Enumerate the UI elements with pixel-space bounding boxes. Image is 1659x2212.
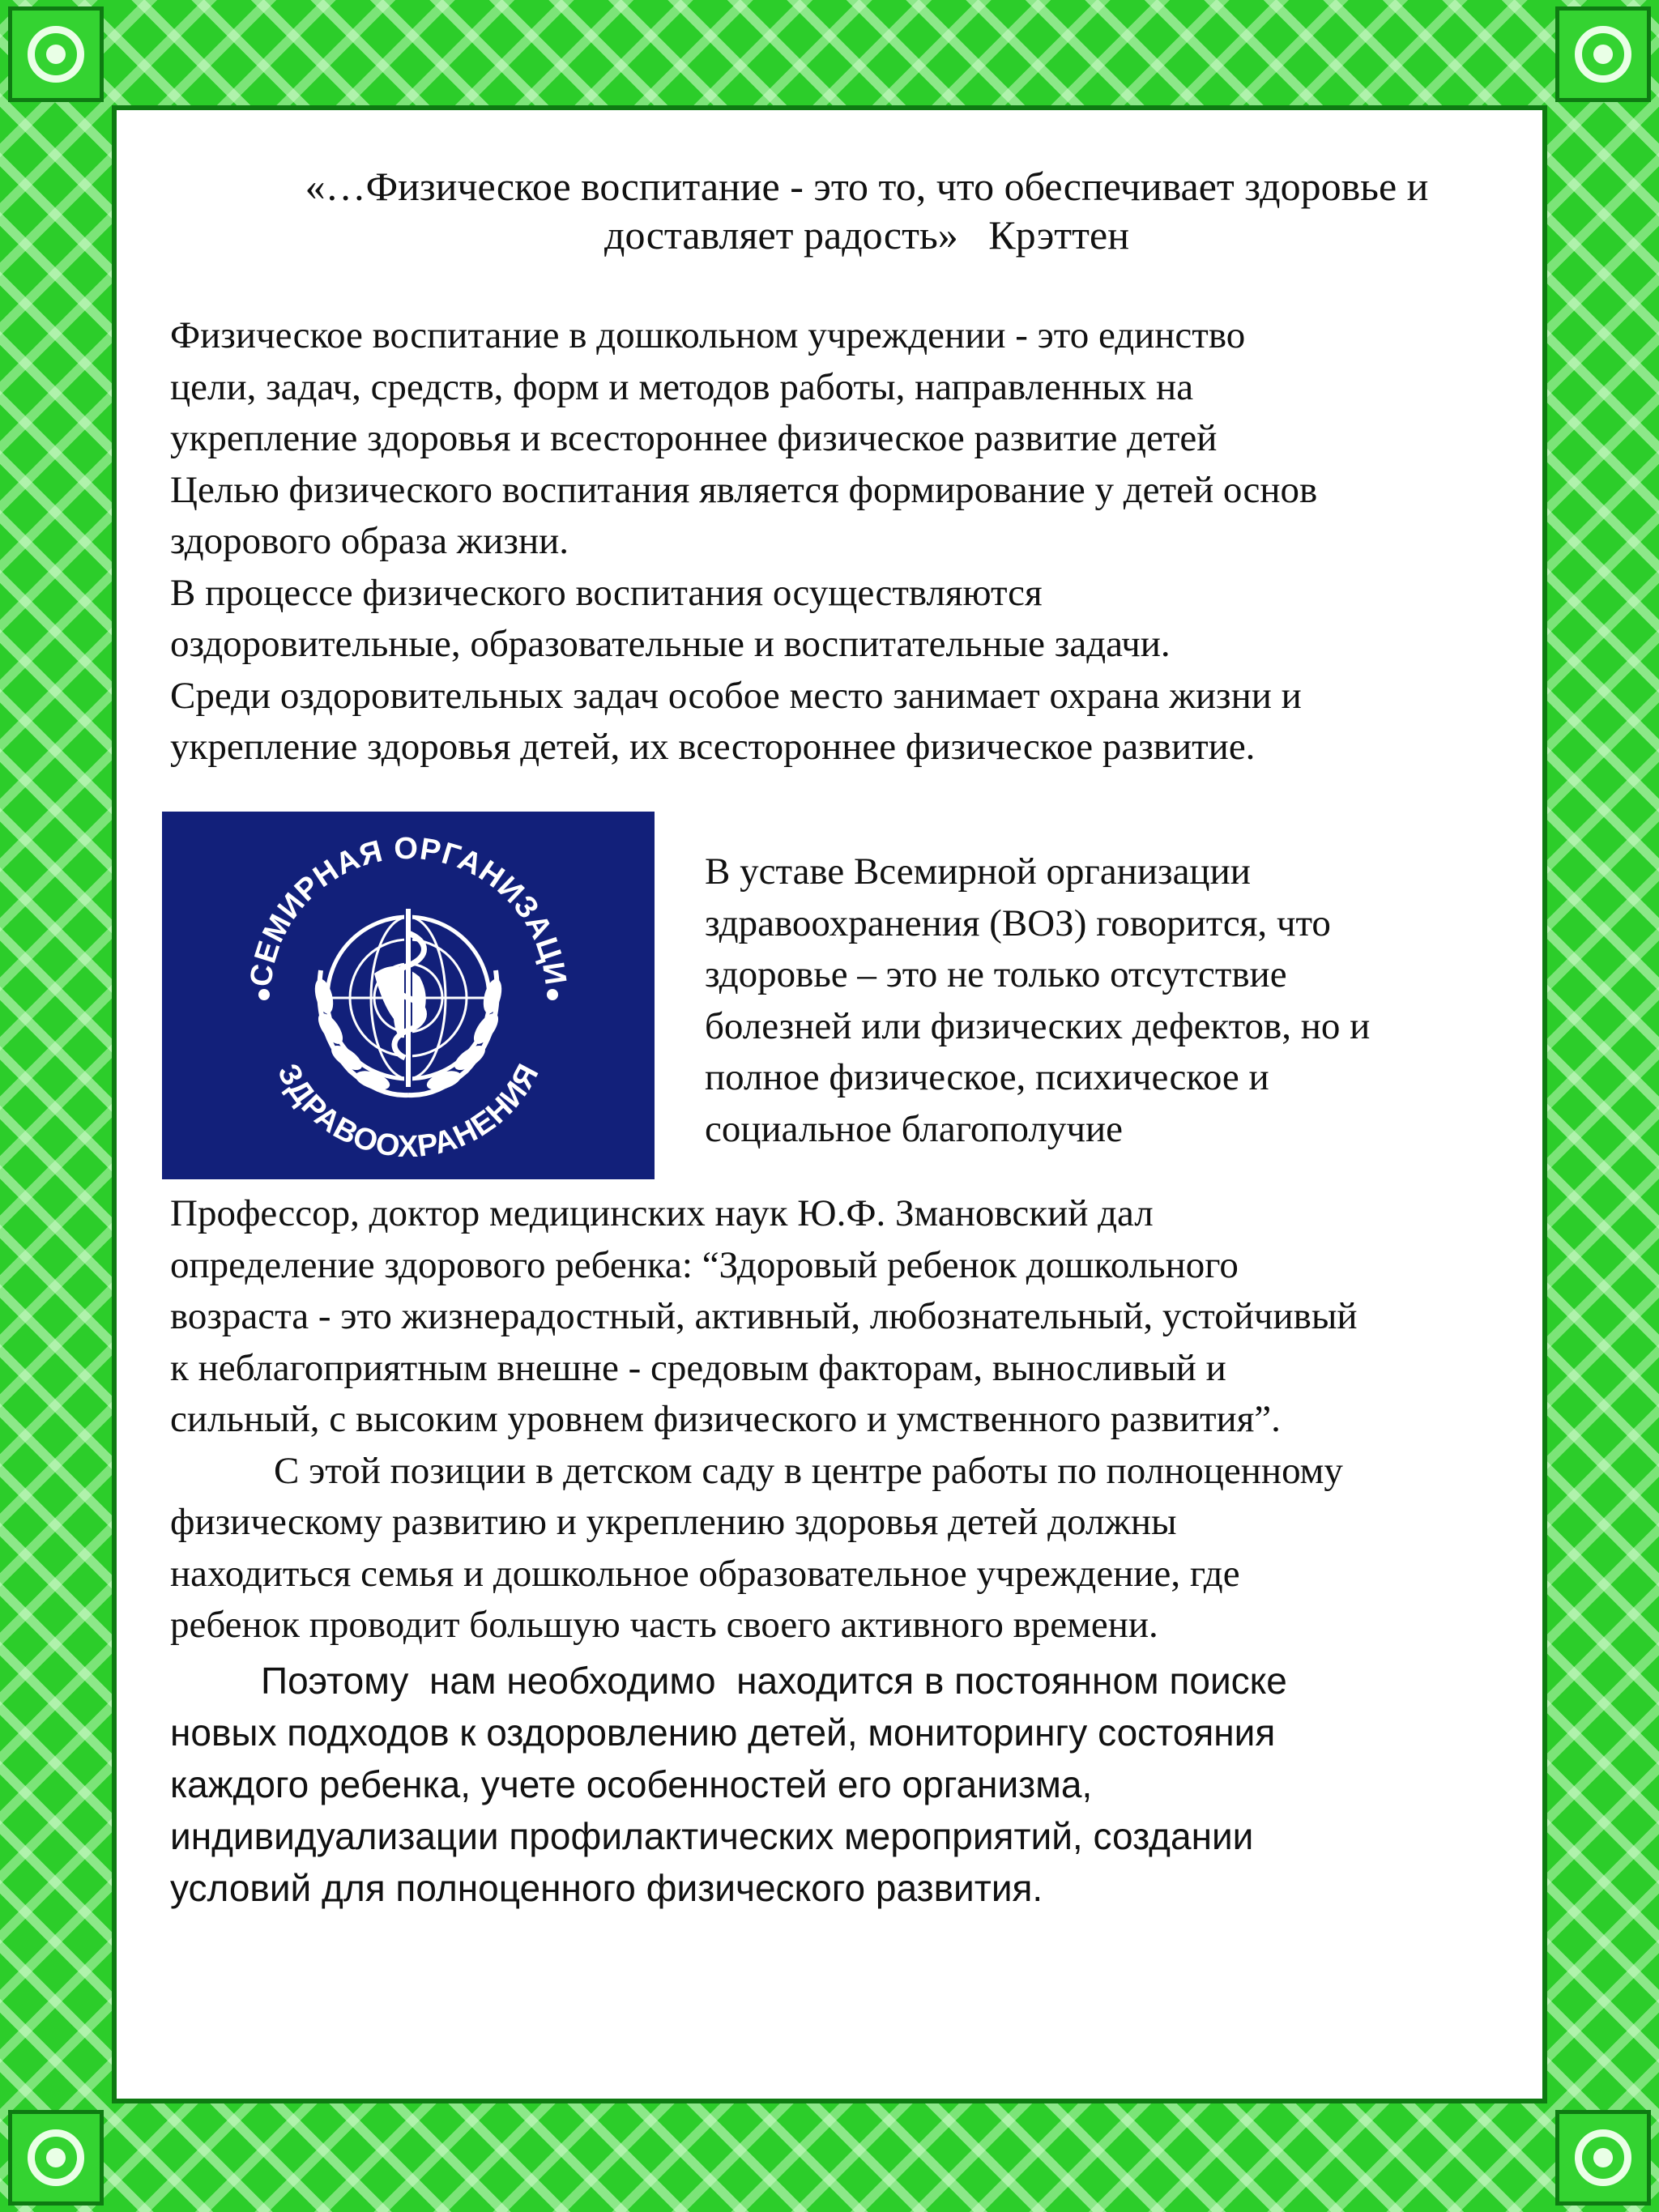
text-line: укрепление здоровья детей, их всестороннее физическое развитие. xyxy=(170,726,1256,768)
text-line: каждого ребенка, учете особенностей его организма, xyxy=(170,1763,1093,1805)
text-line: физическому развитию и укреплению здоровья детей должны xyxy=(170,1501,1177,1543)
text-line: Среди оздоровительных задач особое место занимает охрана жизни и xyxy=(170,674,1302,717)
text-line: В процессе физического воспитания осуществляются xyxy=(170,571,1043,614)
text-line: укрепление здоровья и всестороннее физическое развитие детей xyxy=(170,417,1218,459)
logo-top-text: СЕМИРНАЯ ОРГАНИЗАЦИ xyxy=(244,831,573,989)
text-line: Профессор, доктор медицинских наук Ю.Ф. Змановский дал xyxy=(170,1192,1154,1234)
who-charter-paragraph xyxy=(705,846,1499,1155)
quote-line: доставляет радость» Крэттен xyxy=(604,212,1129,258)
text-line: полное физическое, психическое и xyxy=(705,1056,1269,1098)
corner-ring-icon xyxy=(1555,6,1651,102)
conclusion-paragraph xyxy=(170,1655,1515,1914)
text-line: болезней или физических дефектов, но и xyxy=(705,1004,1371,1047)
text-line: определение здорового ребенка: “Здоровый ребенок дошкольного xyxy=(170,1243,1239,1286)
quote-line: «…Физическое воспитание - это то, что обеспечивает здоровье и xyxy=(305,164,1429,209)
text-line: здоровье – это не только отсутствие xyxy=(705,953,1287,995)
text-line: здравоохранения (ВОЗ) говорится, что xyxy=(705,901,1331,944)
logo-bottom-text: ЗДРАВООХРАНЕНИЯ xyxy=(271,1058,547,1165)
intro-paragraph xyxy=(170,310,1499,774)
text-line: новых подходов к оздоровлению детей, мониторингу состояния xyxy=(170,1711,1276,1754)
text-line: В уставе Всемирной организации xyxy=(705,850,1251,893)
text-line: возраста - это жизнерадостный, активный, любознательный, устойчивый xyxy=(170,1295,1358,1337)
text-line: оздоровительные, образовательные и воспитательные задачи. xyxy=(170,623,1171,665)
text-line: сильный, с высоким уровнем физического и умственного развития”. xyxy=(170,1398,1281,1440)
text-line: к неблагоприятным внешне - средовым факторам, выносливый и xyxy=(170,1346,1226,1389)
text-line: С этой позиции в детском саду в центре работы по полноценному xyxy=(274,1449,1343,1492)
epigraph-quote xyxy=(227,162,1507,259)
text-line: Физическое воспитание в дошкольном учреждении - это единство xyxy=(170,314,1246,356)
corner-ring-icon xyxy=(8,6,104,102)
text-line: находиться семья и дошкольное образовательное учреждение, где xyxy=(170,1552,1240,1595)
who-emblem-icon xyxy=(162,812,655,1179)
text-line: Целью физического воспитания является формирование у детей основ xyxy=(170,468,1318,511)
text-line: здорового образа жизни. xyxy=(170,520,569,562)
text-line: Поэтому нам необходимо находится в постоянном поиске xyxy=(261,1660,1287,1702)
text-line: социальное благополучие xyxy=(705,1107,1123,1150)
corner-ring-icon xyxy=(8,2110,104,2206)
text-line: индивидуализации профилактических мероприятий, создании xyxy=(170,1815,1254,1857)
text-line: условий для полноценного физического развития. xyxy=(170,1867,1043,1909)
professor-paragraph xyxy=(170,1188,1515,1652)
text-line: ребенок проводит большую часть своего активного времени. xyxy=(170,1604,1158,1646)
corner-ring-icon xyxy=(1555,2110,1651,2206)
who-logo xyxy=(162,812,655,1179)
text-line: цели, задач, средств, форм и методов работы, направленных на xyxy=(170,365,1194,408)
